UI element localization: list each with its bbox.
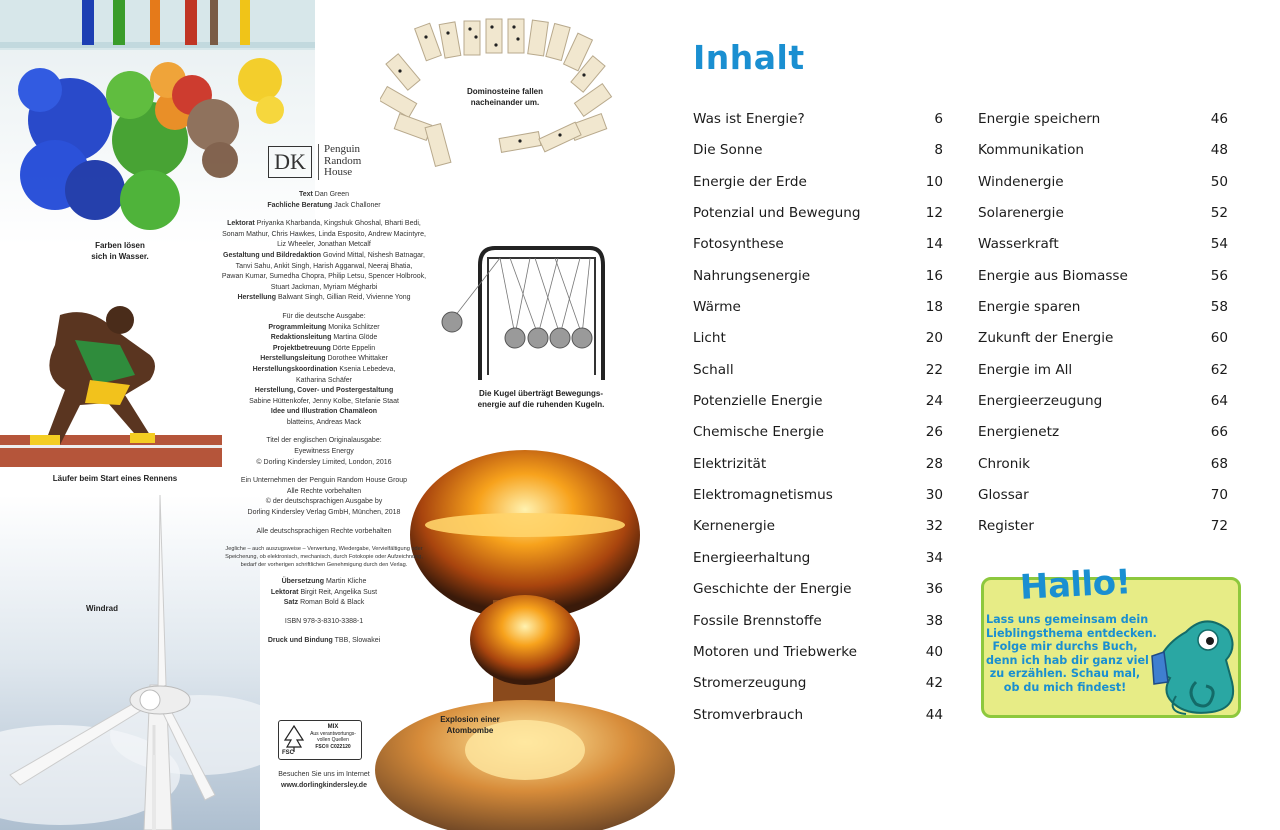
explosion-caption: Explosion einer Atombombe — [440, 715, 500, 735]
toc-entry-title: Zukunft der Energie — [978, 330, 1114, 347]
credit-line: Fachliche Beratung Jack Challoner — [267, 201, 381, 209]
toc-entry-title: Kommunikation — [978, 142, 1085, 159]
toc-entry-page: 64 — [1210, 393, 1228, 410]
toc-entry[interactable] — [693, 578, 943, 609]
toc-entry-page: 48 — [1210, 142, 1228, 159]
toc-entry-title: Potenzial und Bewegung — [693, 205, 861, 222]
credit-line: Lektorat Birgit Reit, Angelika Sust — [270, 588, 378, 596]
toc-entry-title: Energieerzeugung — [978, 393, 1103, 410]
toc-entry-page: 70 — [1210, 487, 1228, 504]
toc-entry-page: 42 — [925, 675, 943, 692]
credit-line: Übersetzung Martin Kliche — [281, 578, 367, 586]
toc-entry[interactable] — [693, 672, 943, 703]
toc-entry-title: Wasserkraft — [978, 236, 1059, 253]
toc-entry[interactable] — [978, 453, 1228, 484]
toc-entry-title: Potenzielle Energie — [693, 393, 823, 410]
credit-line: Satz Roman Bold & Black — [283, 599, 365, 607]
toc-entry-title: Kernenergie — [693, 518, 776, 535]
toc-entry-title: Fotosynthese — [693, 236, 784, 253]
toc-column-2 — [978, 108, 1228, 547]
sprinter-image — [0, 285, 222, 467]
toc-entry[interactable] — [978, 202, 1228, 233]
website-note: Besuchen Sie uns im Internet www.dorlingkindersley.de — [200, 769, 448, 791]
credit-line: Projektbetreuung Dörte Eppelin — [272, 344, 376, 352]
toc-entry-title: Elektromagnetismus — [693, 487, 833, 504]
toc-entry-title: Energienetz — [978, 424, 1060, 441]
toc-entry-page: 36 — [925, 581, 943, 598]
credit-line: Druck und Bindung TBB, Slowakei — [267, 636, 381, 644]
toc-entry-page: 46 — [1210, 111, 1228, 127]
toc-entry[interactable] — [693, 265, 943, 296]
toc-entry[interactable] — [978, 108, 1228, 139]
publisher-logo — [268, 144, 378, 180]
toc-entry[interactable] — [978, 171, 1228, 202]
chameleon-icon — [1146, 612, 1238, 718]
toc-entry[interactable] — [693, 610, 943, 641]
toc-entry-title: Register — [978, 518, 1034, 535]
toc-entry-page: 58 — [1210, 299, 1228, 316]
toc-entry-page: 28 — [925, 455, 943, 472]
toc-entry[interactable] — [693, 390, 943, 421]
toc-entry[interactable] — [693, 139, 943, 170]
toc-entry-title: Chronik — [978, 455, 1030, 472]
toc-entry[interactable] — [978, 484, 1228, 515]
toc-entry-page: 54 — [1210, 236, 1228, 253]
toc-entry[interactable] — [693, 296, 943, 327]
toc-entry-title: Wärme — [693, 299, 741, 316]
toc-entry-page: 38 — [925, 612, 943, 629]
toc-entry[interactable] — [978, 265, 1228, 296]
toc-entry[interactable] — [978, 139, 1228, 170]
toc-entry-page: 68 — [1210, 455, 1228, 472]
toc-entry-page: 56 — [1210, 267, 1228, 284]
toc-entry-page: 14 — [925, 236, 943, 253]
toc-entry-page: 10 — [925, 173, 943, 190]
toc-entry[interactable] — [693, 515, 943, 546]
toc-entry[interactable] — [693, 547, 943, 578]
toc-entry-title: Energie aus Biomasse — [978, 267, 1128, 284]
credit-line: Lektorat Priyanka Kharbanda, Kingshuk Ghoshal, Bharti Bedi, — [227, 220, 421, 228]
toc-entry-page: 20 — [925, 330, 943, 347]
toc-entry-page: 72 — [1210, 518, 1228, 535]
toc-entry-page: 52 — [1210, 205, 1228, 222]
toc-entry-title: Stromerzeugung — [693, 675, 807, 692]
credit-line: Programmleitung Monika Schlitzer — [268, 323, 380, 331]
credit-line: Redaktionsleitung Martina Glöde — [270, 334, 378, 342]
toc-entry-page: 26 — [925, 424, 943, 441]
hallo-title: Hallo! — [1019, 562, 1132, 608]
toc-entry-page: 60 — [1210, 330, 1228, 347]
toc-entry-title: Motoren und Triebwerke — [693, 643, 857, 660]
toc-entry-page: 6 — [934, 111, 943, 127]
toc-entry[interactable] — [693, 641, 943, 672]
toc-entry-title: Die Sonne — [693, 142, 763, 159]
toc-entry-title: Was ist Energie? — [693, 111, 805, 127]
credit-line: Text Dan Green — [298, 191, 350, 198]
fsc-tree-icon — [283, 725, 305, 753]
fsc-brand: FSC — [282, 750, 294, 756]
toc-entry-title: Fossile Brennstoffe — [693, 612, 822, 629]
toc-entry-page: 50 — [1210, 173, 1228, 190]
toc-column-1 — [693, 108, 943, 735]
toc-entry-title: Elektrizität — [693, 455, 767, 472]
dominoes-caption: Dominosteine fallen nacheinander um. — [466, 87, 543, 107]
toc-entry-page: 16 — [925, 267, 943, 284]
toc-entry[interactable] — [693, 327, 943, 358]
toc-entry-page: 66 — [1210, 424, 1228, 441]
toc-entry-title: Schall — [693, 361, 734, 378]
toc-entry-page: 22 — [925, 361, 943, 378]
toc-entry[interactable] — [693, 202, 943, 233]
toc-entry-title: Nahrungsenergie — [693, 267, 811, 284]
toc-entry-page: 30 — [925, 487, 943, 504]
toc-entry[interactable] — [693, 359, 943, 390]
toc-entry-title: Windenergie — [978, 173, 1064, 190]
toc-entry[interactable] — [978, 327, 1228, 358]
toc-entry-page: 40 — [925, 643, 943, 660]
toc-entry-title: Energie speichern — [978, 111, 1101, 127]
toc-entry-title: Geschichte der Energie — [693, 581, 852, 598]
page-title: Inhalt — [693, 38, 805, 77]
toc-entry-title: Energie sparen — [978, 299, 1081, 316]
fsc-label — [278, 720, 362, 760]
toc-entry-title: Energie der Erde — [693, 173, 807, 190]
toc-entry[interactable] — [693, 421, 943, 452]
toc-entry[interactable] — [978, 296, 1228, 327]
toc-entry-title: Solarenergie — [978, 205, 1064, 222]
toc-entry-title: Energie im All — [978, 361, 1073, 378]
toc-entry-page: 8 — [934, 142, 943, 159]
toc-entry-title: Licht — [693, 330, 726, 347]
toc-entry[interactable] — [978, 359, 1228, 390]
toc-entry[interactable] — [693, 108, 943, 139]
publisher-name: Penguin Random House — [324, 143, 362, 178]
credit-line: Herstellungskoordination Ksenia Lebedeva, — [252, 365, 396, 373]
toc-entry-title: Chemische Energie — [693, 424, 825, 441]
runner-caption: Läufer beim Start eines Rennens — [52, 474, 178, 483]
toc-entry-page: 44 — [925, 706, 943, 723]
toc-entry-page: 62 — [1210, 361, 1228, 378]
toc-entry[interactable] — [693, 453, 943, 484]
toc-entry-title: Energieerhaltung — [693, 549, 811, 566]
toc-entry-title: Glossar — [978, 487, 1029, 504]
paint-caption: Farben lösen sich in Wasser. — [91, 241, 149, 261]
credit-line: Herstellung Balwant Singh, Gillian Reid, Vivienne Yong — [237, 294, 411, 302]
credit-line: Herstellungsleitung Dorothee Whittaker — [260, 355, 388, 363]
toc-entry[interactable] — [693, 484, 943, 515]
cradle-caption: Die Kugel überträgt Bewegungs- energie auf die ruhenden Kugeln. — [477, 389, 605, 409]
website-link[interactable]: www.dorlingkindersley.de — [281, 782, 367, 789]
toc-entry[interactable] — [978, 233, 1228, 264]
hallo-text: Lass uns gemeinsam dein Lieblingsthema entdecken. Folge mir durchs Buch, denn ich hab dir ganz viel zu erzählen. Schau mal, ob du mich findest! — [986, 613, 1157, 694]
toc-entry[interactable] — [978, 390, 1228, 421]
credit-line: Gestaltung und Bildredaktion Govind Mittal, Nishesh Batnagar, — [223, 251, 425, 259]
fsc-text: MIX Aus verantwortungs- vollen Quellen FSC® C022120 — [310, 724, 356, 750]
toc-entry-title: Stromverbrauch — [693, 706, 804, 723]
toc-entry[interactable] — [693, 171, 943, 202]
toc-entry[interactable] — [693, 704, 943, 735]
turbine-caption: Windrad — [86, 604, 118, 613]
imprint: Text Dan Green Fachliche Beratung Jack Challoner Lektorat Priyanka Kharbanda, Kingshuk Ghoshal, Bharti Bedi, Sonam Mathur, Chris Hawkes, Linda Esposito, Andrew Macintyre, Liz Wheeler, Jonathan Metcalf Gestaltung und Bildredaktion Govind Mittal, Nishesh Batnagar, Tanvi Sahu, Ankit Singh, Harish Aggarwal, Neeraj Bhatia, Pawan Kumar, Sumedha Chopra, Philip Letsu, Spencer Holbrook, Stuart Jackman, Myriam Mégharbi Herstellung Balwant Singh, Gillian Reid, Vivienne Yong Für die deutsche Ausgabe: Programmleitung Monika Schlitzer Redaktionsleitung Martina Glöde Projektbetreuung Dörte Eppelin Herstellungsleitung Dorothee Whittaker Herstellungskoordination Ksenia Lebedeva, Katharina Schäfer Herstellung, Cover- und Postergestaltung Sabine Hüttenkofer, Jenny Kolbe, Stefanie Staat Idee und Illustration Chamäleon blatteins, Andreas Mack Titel der englischen Originalausgabe: Eyewitness Energy © Dorling Kindersley Limited, London, 2016 Ein Unternehmen der Penguin Random House Group Alle Rechte vorbehalten © der deutschsprachigen Ausgabe by Dorling Kindersley Verlag GmbH, München, 2018 Alle deutschsprachigen Rechte vorbehalten Jegliche – auch auszugsweise – Verwertung, Wiedergabe, Vervielfältigung oder Speicherung, ob elektronisch, mechanisch, durch Fotokopie oder Aufzeichnung, bedarf der vorherigen schriftlichen Genehmigung durch den Verlag. Übersetzung Martin Kliche Lektorat Birgit Reit, Angelika Sust Satz Roman Bold & Black ISBN 978-3-8310-3388-1 Druck und Bindung TBB, Slowakei — [200, 190, 448, 646]
toc-entry-page: 12 — [925, 205, 943, 222]
toc-entry[interactable] — [978, 421, 1228, 452]
toc-entry-page: 32 — [925, 518, 943, 535]
toc-entry-page: 24 — [925, 393, 943, 410]
toc-entry[interactable] — [693, 233, 943, 264]
toc-entry-page: 18 — [925, 299, 943, 316]
toc-entry[interactable] — [978, 515, 1228, 546]
dk-logo-mark: DK — [268, 146, 312, 178]
toc-entry-page: 34 — [925, 549, 943, 566]
newtons-cradle-image — [440, 240, 615, 385]
